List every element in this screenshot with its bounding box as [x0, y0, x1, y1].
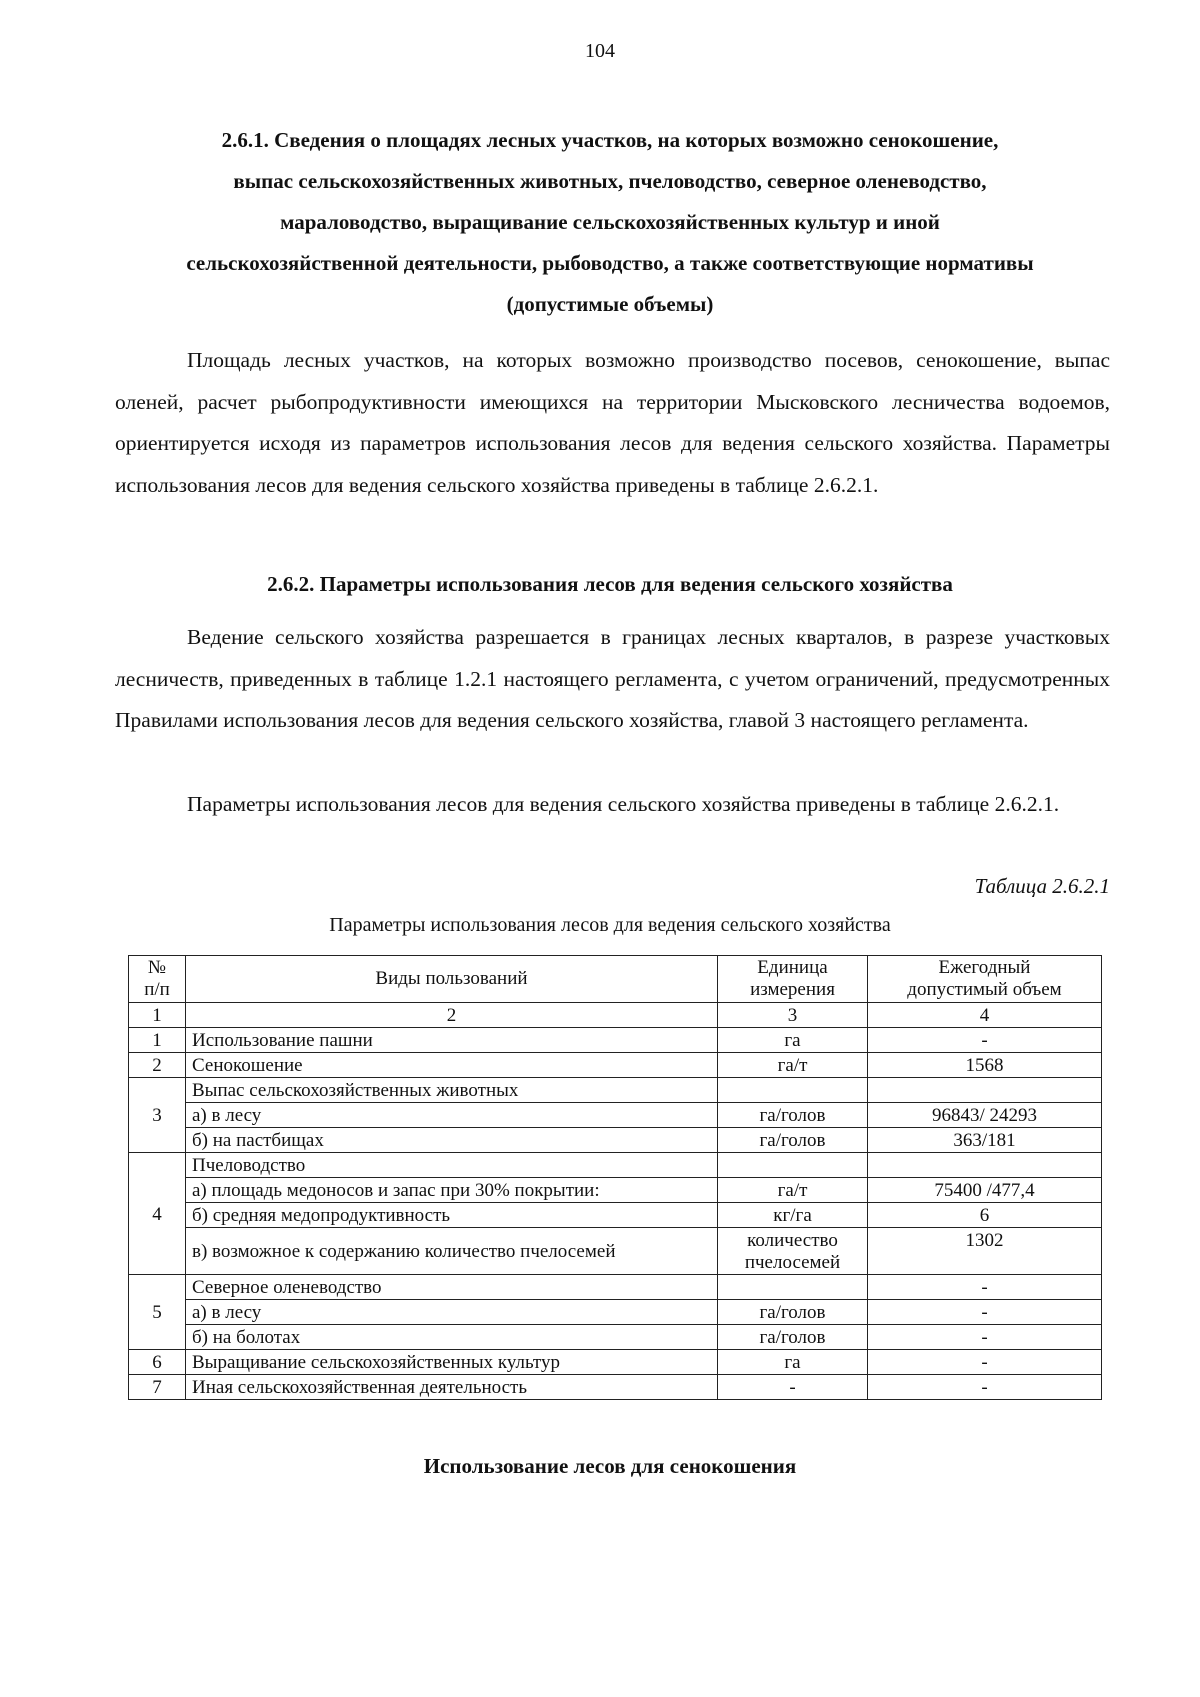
row-num: 3	[129, 1078, 186, 1153]
header-num	[129, 956, 186, 1003]
table-row	[129, 1053, 1102, 1078]
section-heading-haymaking: Использование лесов для сенокошения	[423, 1454, 797, 1478]
row-unit: кг/га	[718, 1203, 868, 1228]
row-type: б) на болотах	[186, 1325, 718, 1350]
header-volume-line1: Ежегодный	[938, 957, 1031, 978]
row-type: а) в лесу	[186, 1103, 718, 1128]
heading-line: мараловодство, выращивание сельскохозяйственных культур и иной	[280, 210, 940, 234]
header-volume	[868, 956, 1102, 1003]
row-group-title: Выпас сельскохозяйственных животных	[186, 1078, 718, 1103]
header-volume-line2: допустимый объем	[907, 979, 1062, 1000]
row-num: 5	[129, 1275, 186, 1350]
heading-line: 2.6.1. Сведения о площадях лесных участков, на которых возможно сенокошение,	[221, 128, 999, 152]
row-type: а) в лесу	[186, 1300, 718, 1325]
row-value: 363/181	[868, 1128, 1102, 1153]
row-value: -	[868, 1028, 1102, 1053]
table-row	[129, 1375, 1102, 1400]
row-unit: га/т	[718, 1053, 868, 1078]
row-value: 96843/ 24293	[868, 1103, 1102, 1128]
row-value: -	[868, 1350, 1102, 1375]
row-unit	[718, 1228, 868, 1275]
row-unit: га	[718, 1028, 868, 1053]
row-num: 4	[129, 1153, 186, 1275]
paragraph-farming-rules: Ведение сельского хозяйства разрешается в границах лесных кварталов, в разрезе участковых лесничеств, приведенных в таблице 1.2.1 настоящего регламента, с учетом ограничений, предусмотренных Правилами использования лесов для ведения сельского хозяйства, главой 3 настоящего регламента.	[115, 625, 1110, 732]
row-type: Иная сельскохозяйственная деятельность	[186, 1375, 718, 1400]
row-group-title: Северное оленеводство	[186, 1275, 718, 1300]
row-unit: га	[718, 1350, 868, 1375]
row-value: -	[868, 1300, 1102, 1325]
row-num: 7	[129, 1375, 186, 1400]
table-row	[129, 1325, 1102, 1350]
table-number: Таблица 2.6.2.1	[974, 874, 1110, 898]
row-type: Использование пашни	[186, 1028, 718, 1053]
row-unit-line1: количество	[747, 1230, 838, 1251]
header-num-line1: №	[147, 957, 167, 978]
table-row	[129, 1078, 1102, 1103]
col-number: 3	[718, 1003, 868, 1028]
heading-line: сельскохозяйственной деятельности, рыбоводство, а также соответствующие нормативы	[186, 251, 1034, 275]
table-header-row	[129, 956, 1102, 1003]
table-row	[129, 1300, 1102, 1325]
parameters-table	[128, 955, 1102, 1400]
row-type: б) средняя медопродуктивность	[186, 1203, 718, 1228]
paragraph-table-reference: Параметры использования лесов для ведения сельского хозяйства приведены в таблице 2.6.2.1.	[187, 792, 1060, 816]
col-number: 4	[868, 1003, 1102, 1028]
header-unit-line1: Единица	[757, 957, 828, 978]
row-num: 6	[129, 1350, 186, 1375]
heading-line: выпас сельскохозяйственных животных, пчеловодство, северное оленеводство,	[233, 169, 987, 193]
page-number: 104	[585, 40, 615, 62]
header-unit	[718, 956, 868, 1003]
row-unit: га/голов	[718, 1300, 868, 1325]
header-num-line2: п/п	[144, 979, 170, 1000]
row-unit-empty	[718, 1078, 868, 1103]
row-unit-empty	[718, 1153, 868, 1178]
table-row	[129, 1103, 1102, 1128]
row-value: -	[868, 1375, 1102, 1400]
table-row	[129, 1028, 1102, 1053]
table-title: Параметры использования лесов для ведения сельского хозяйства	[329, 914, 891, 936]
header-type: Виды пользований	[186, 956, 718, 1003]
row-value: -	[868, 1275, 1102, 1300]
table-row	[129, 1153, 1102, 1178]
row-unit-empty	[718, 1275, 868, 1300]
row-num: 2	[129, 1053, 186, 1078]
table-row	[129, 1178, 1102, 1203]
column-number-row	[129, 1003, 1102, 1028]
heading-line: (допустимые объемы)	[506, 292, 714, 316]
col-number: 1	[129, 1003, 186, 1028]
row-unit: га/голов	[718, 1128, 868, 1153]
row-unit-line2: пчелосемей	[744, 1252, 841, 1273]
table-row	[129, 1203, 1102, 1228]
row-type: б) на пастбищах	[186, 1128, 718, 1153]
row-unit: га/голов	[718, 1325, 868, 1350]
row-unit: -	[718, 1375, 868, 1400]
row-unit: га/т	[718, 1178, 868, 1203]
table-row	[129, 1275, 1102, 1300]
table-row	[129, 1228, 1102, 1275]
row-unit: га/голов	[718, 1103, 868, 1128]
section-heading-2-6-1	[115, 120, 1105, 325]
row-type: в) возможное к содержанию количество пчелосемей	[186, 1228, 718, 1275]
table-row	[129, 1128, 1102, 1153]
paragraph-area-description: Площадь лесных участков, на которых возможно производство посевов, сенокошение, выпас оленей, расчет рыбопродуктивности имеющихся на территории Мысковского лесничества водоемов, ориентируется исходя из параметров использования лесов для ведения сельского хозяйства. Параметры использования лесов для ведения сельского хозяйства приведены в таблице 2.6.2.1.	[115, 348, 1110, 497]
row-type: а) площадь медоносов и запас при 30% покрытии:	[186, 1178, 718, 1203]
header-unit-line2: измерения	[750, 979, 835, 1000]
row-value: 6	[868, 1203, 1102, 1228]
row-value: 75400 /477,4	[868, 1178, 1102, 1203]
row-value: 1568	[868, 1053, 1102, 1078]
row-type: Выращивание сельскохозяйственных культур	[186, 1350, 718, 1375]
section-heading-2-6-2: 2.6.2. Параметры использования лесов для ведения сельского хозяйства	[267, 572, 953, 596]
row-type: Сенокошение	[186, 1053, 718, 1078]
row-value-empty	[868, 1078, 1102, 1103]
row-num: 1	[129, 1028, 186, 1053]
row-value: 1302	[868, 1228, 1102, 1275]
row-value-empty	[868, 1153, 1102, 1178]
row-group-title: Пчеловодство	[186, 1153, 718, 1178]
col-number: 2	[186, 1003, 718, 1028]
row-value: -	[868, 1325, 1102, 1350]
table-row	[129, 1350, 1102, 1375]
